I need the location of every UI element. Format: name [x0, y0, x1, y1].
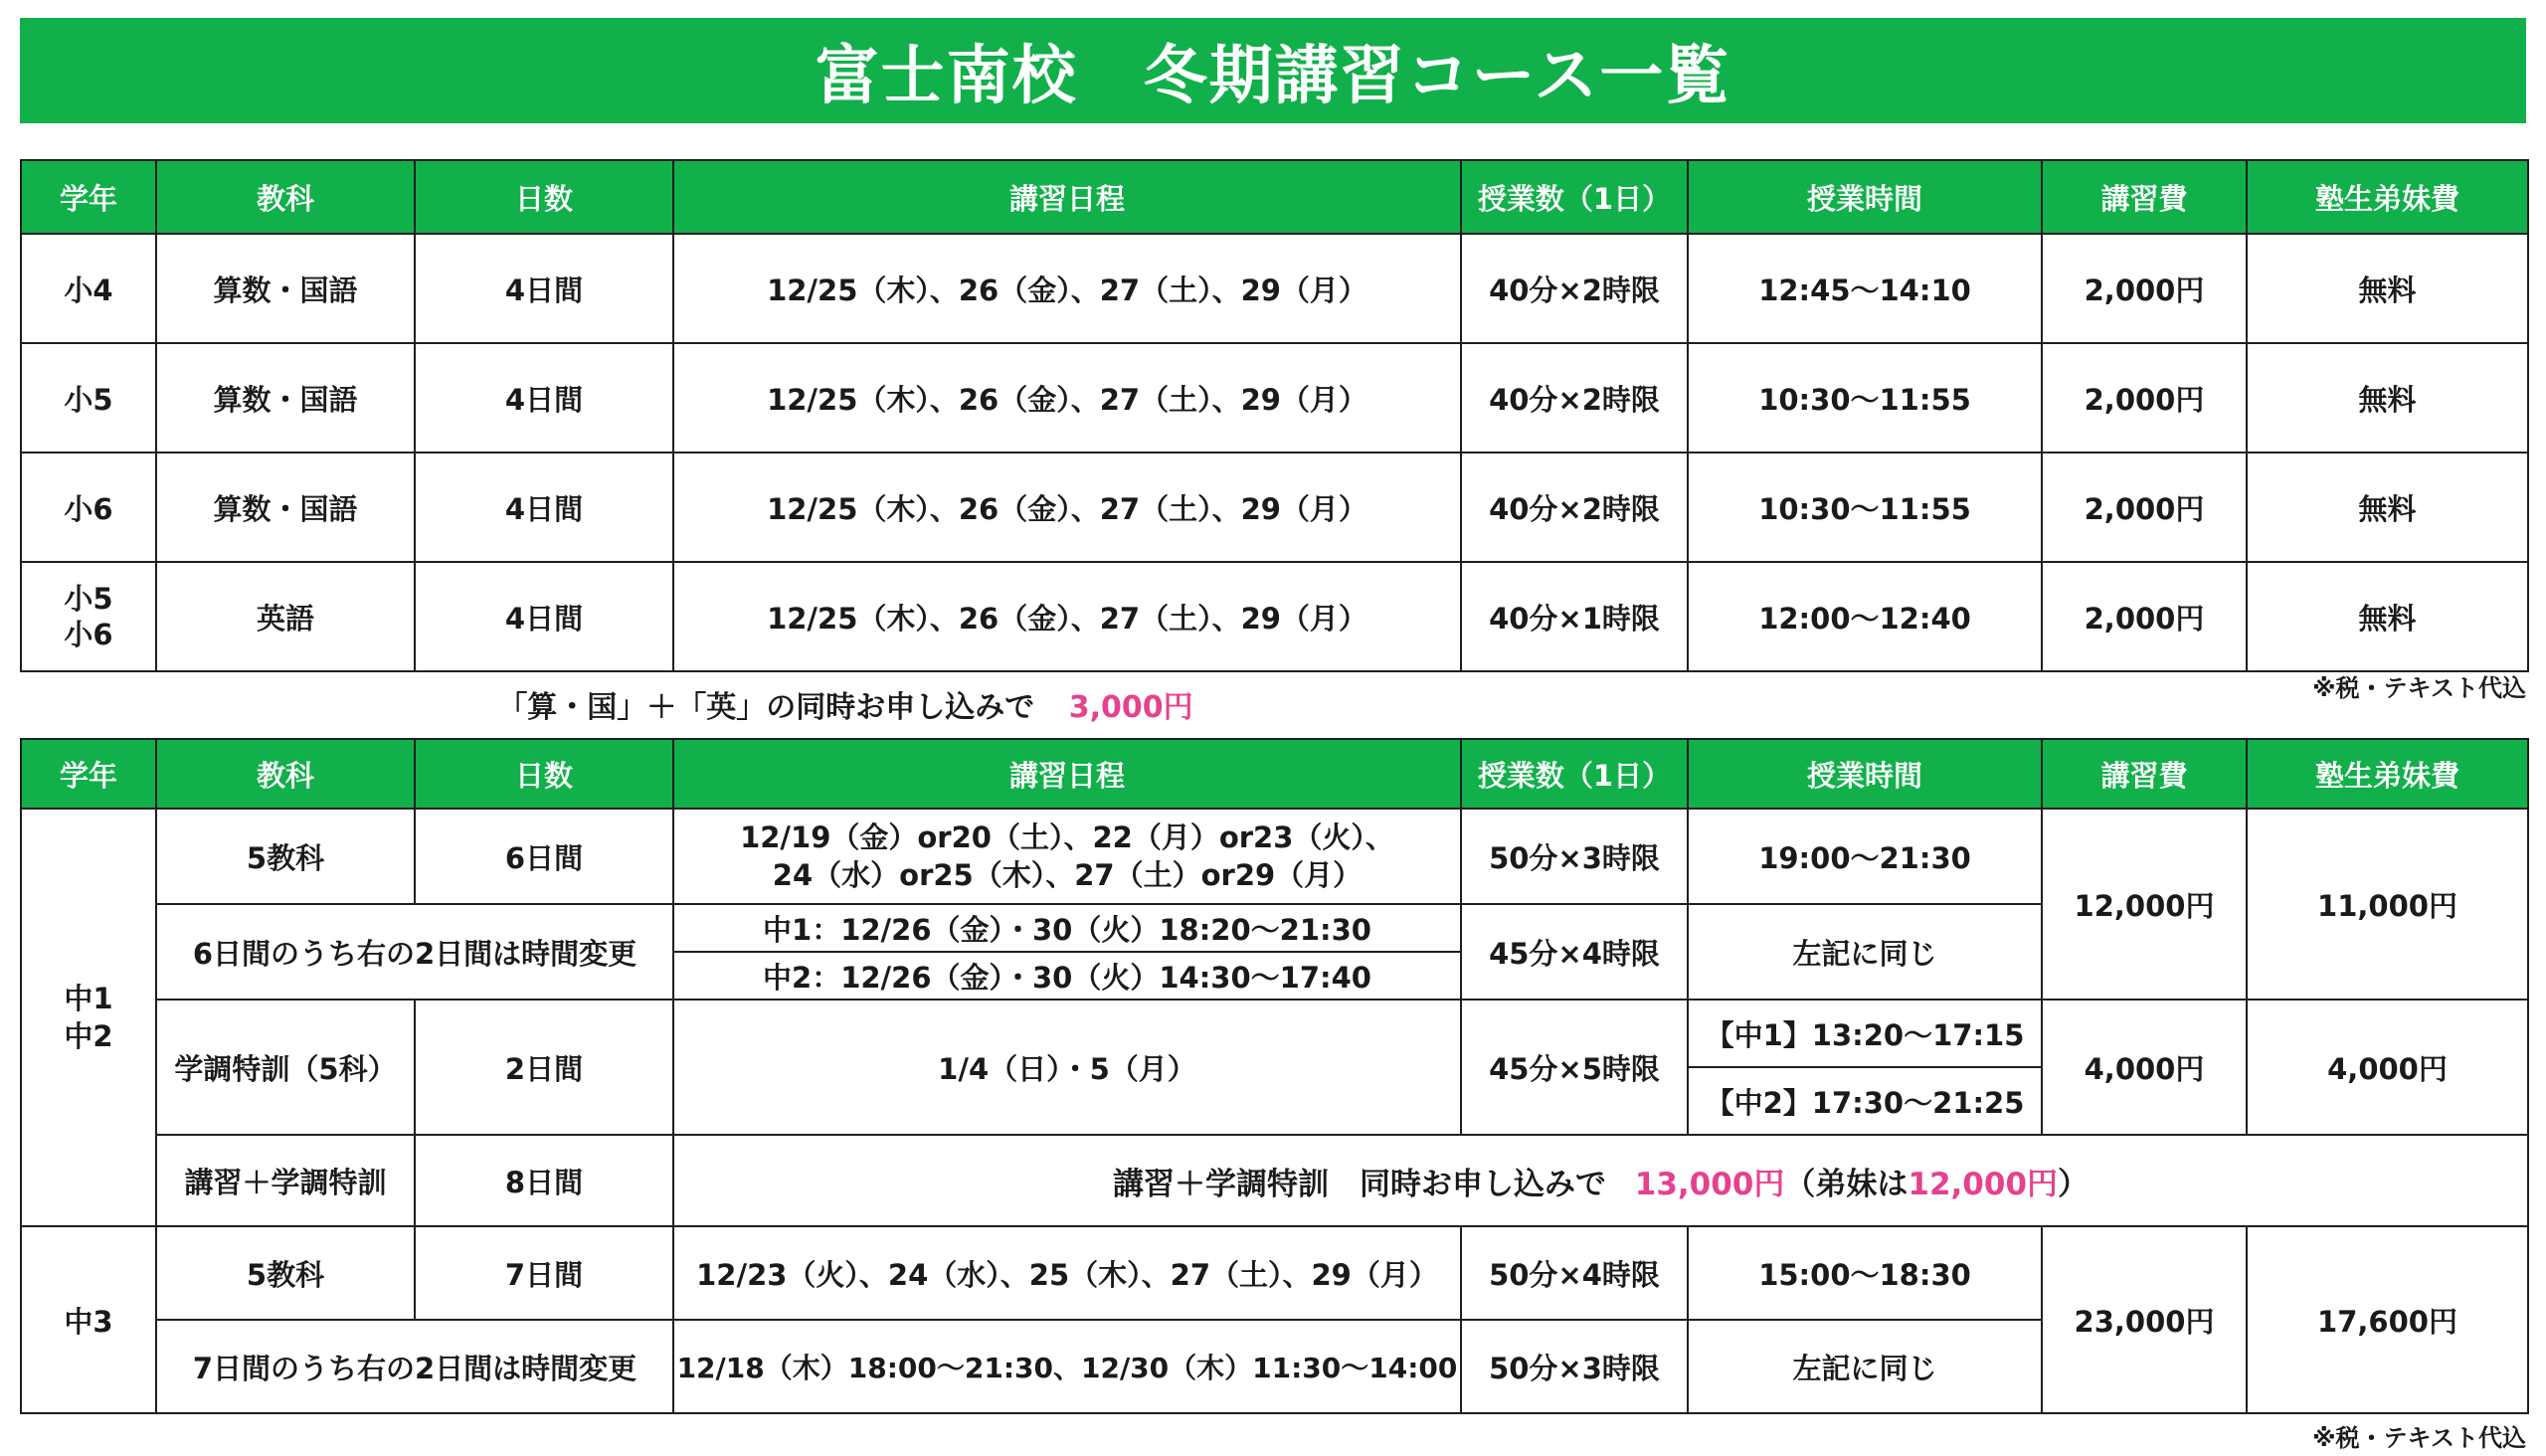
- schedule-cell: 12/25（木）、26（金）、27（土）、29（月）: [673, 453, 1461, 562]
- days-cell: 4日間: [415, 453, 673, 562]
- days-cell: 2日間: [415, 1000, 673, 1135]
- days-cell: 6日間: [415, 809, 673, 904]
- lessons-cell: 40分×2時限: [1461, 453, 1688, 562]
- lessons-cell: 50分×4時限: [1461, 1226, 1688, 1320]
- sibling-combo-price: 12,000円: [1908, 1166, 2059, 1202]
- days-cell: 4日間: [415, 343, 673, 453]
- subject-cell: 講習＋学調特訓: [156, 1135, 415, 1226]
- schedule-cell: 中2：12/26（金）・30（火）14:30～17:40: [673, 952, 1461, 1000]
- subject-cell: 英語: [156, 562, 415, 671]
- header-fee: 講習費: [2042, 739, 2247, 809]
- table-row: [21, 453, 2528, 562]
- lessons-cell: 40分×2時限: [1461, 343, 1688, 453]
- header-schedule: 講習日程: [673, 160, 1461, 234]
- table-header-row: [21, 739, 2528, 809]
- header-grade: 学年: [21, 739, 156, 809]
- sibling-fee-cell: 11,000円: [2247, 809, 2528, 1000]
- schedule-cell: 12/23（火）、24（水）、25（木）、27（土）、29（月）: [673, 1226, 1461, 1320]
- time-cell: 左記に同じ: [1688, 1320, 2042, 1413]
- time-cell: 19:00～21:30: [1688, 809, 2042, 904]
- tax-note: ※税・テキスト代込: [2312, 1424, 2526, 1452]
- schedule-line: 24（水）or25（木）、27（土）or29（月）: [772, 858, 1363, 892]
- lessons-cell: 50分×3時限: [1461, 809, 1688, 904]
- sibling-fee-cell: 4,000円: [2247, 1000, 2528, 1135]
- grade-line: 小6: [64, 618, 113, 651]
- grade-cell: [21, 809, 156, 1226]
- header-subject: 教科: [156, 160, 415, 234]
- time-change-label: 6日間のうち右の2日間は時間変更: [156, 904, 673, 1000]
- days-cell: 8日間: [415, 1135, 673, 1226]
- table-row: [21, 1226, 2528, 1320]
- grade-line: 中1: [64, 982, 113, 1015]
- header-lessons: 授業数（1日）: [1461, 160, 1688, 234]
- fee-cell: 2,000円: [2042, 453, 2247, 562]
- table-row: [21, 343, 2528, 453]
- table-row: [21, 234, 2528, 343]
- table-row: [21, 562, 2528, 671]
- time-change-label: 7日間のうち右の2日間は時間変更: [156, 1320, 673, 1413]
- time-cell: 【中1】13:20～17:15: [1688, 1000, 2042, 1067]
- paren-close: ）: [2058, 1166, 2090, 1202]
- lessons-cell: 40分×2時限: [1461, 234, 1688, 343]
- grade-cell: 中3: [21, 1226, 156, 1413]
- table-row: [21, 1135, 2528, 1226]
- lessons-cell: 40分×1時限: [1461, 562, 1688, 671]
- header-sibling-fee: 塾生弟妹費: [2247, 160, 2528, 234]
- header-days: 日数: [415, 160, 673, 234]
- schedule-cell: 12/25（木）、26（金）、27（土）、29（月）: [673, 343, 1461, 453]
- header-schedule: 講習日程: [673, 739, 1461, 809]
- time-cell: 10:30～11:55: [1688, 453, 2042, 562]
- header-sibling-fee: 塾生弟妹費: [2247, 739, 2528, 809]
- grade-cell: 小4: [21, 234, 156, 343]
- subject-cell: 算数・国語: [156, 343, 415, 453]
- schedule-cell: 12/25（木）、26（金）、27（土）、29（月）: [673, 234, 1461, 343]
- subject-cell: 5教科: [156, 1226, 415, 1320]
- elementary-course-table: [20, 159, 2529, 672]
- time-cell: 左記に同じ: [1688, 904, 2042, 1000]
- fee-cell: 2,000円: [2042, 234, 2247, 343]
- paren-open: （弟妹は: [1784, 1166, 1909, 1202]
- grade-cell: [21, 562, 156, 671]
- time-cell: 12:45～14:10: [1688, 234, 2042, 343]
- sibling-fee-cell: 17,600円: [2247, 1226, 2528, 1413]
- sibling-fee-cell: 無料: [2247, 453, 2528, 562]
- header-days: 日数: [415, 739, 673, 809]
- grade-line: 中2: [64, 1019, 113, 1053]
- lessons-cell: 45分×5時限: [1461, 1000, 1688, 1135]
- header-subject: 教科: [156, 739, 415, 809]
- grade-cell: 小5: [21, 343, 156, 453]
- junior-high-course-table: [20, 738, 2529, 1414]
- days-cell: 7日間: [415, 1226, 673, 1320]
- table-row: [21, 809, 2528, 904]
- fee-cell: 4,000円: [2042, 1000, 2247, 1135]
- schedule-line: 12/19（金）or20（土）、22（月）or23（火）、: [740, 820, 1394, 854]
- fee-cell: 23,000円: [2042, 1226, 2247, 1413]
- header-time: 授業時間: [1688, 739, 2042, 809]
- time-cell: 12:00～12:40: [1688, 562, 2042, 671]
- combo-offer-cell: [673, 1135, 2528, 1226]
- schedule-cell: 12/18（木）18:00～21:30、12/30（木）11:30～14:00: [673, 1320, 1461, 1413]
- combo-price: 3,000円: [1068, 690, 1193, 725]
- schedule-cell: 1/4（日）・5（月）: [673, 1000, 1461, 1135]
- subject-cell: 算数・国語: [156, 234, 415, 343]
- schedule-cell: 中1：12/26（金）・30（火）18:20～21:30: [673, 904, 1461, 952]
- days-cell: 4日間: [415, 234, 673, 343]
- combo-text: 「算・国」＋「英」の同時お申し込みで: [497, 690, 1035, 725]
- sibling-fee-cell: 無料: [2247, 562, 2528, 671]
- combo-offer: [0, 682, 1691, 726]
- grade-line: 小5: [64, 582, 113, 616]
- table-header-row: [21, 160, 2528, 234]
- subject-cell: 学調特訓（5科）: [156, 1000, 415, 1135]
- grade-cell: 小6: [21, 453, 156, 562]
- table-row: [21, 1000, 2528, 1067]
- subject-cell: 5教科: [156, 809, 415, 904]
- header-lessons: 授業数（1日）: [1461, 739, 1688, 809]
- page-title: 富士南校 冬期講習コース一覧: [20, 18, 2526, 123]
- fee-cell: 2,000円: [2042, 562, 2247, 671]
- header-time: 授業時間: [1688, 160, 2042, 234]
- schedule-cell: [673, 809, 1461, 904]
- sibling-fee-cell: 無料: [2247, 234, 2528, 343]
- sibling-fee-cell: 無料: [2247, 343, 2528, 453]
- fee-cell: 2,000円: [2042, 343, 2247, 453]
- subject-cell: 算数・国語: [156, 453, 415, 562]
- header-grade: 学年: [21, 160, 156, 234]
- lessons-cell: 50分×3時限: [1461, 1320, 1688, 1413]
- days-cell: 4日間: [415, 562, 673, 671]
- time-cell: 10:30～11:55: [1688, 343, 2042, 453]
- fee-cell: 12,000円: [2042, 809, 2247, 1000]
- combo-text: 講習＋学調特訓 同時お申し込みで: [1112, 1166, 1606, 1202]
- combo-price: 13,000円: [1634, 1166, 1785, 1202]
- schedule-cell: 12/25（木）、26（金）、27（土）、29（月）: [673, 562, 1461, 671]
- header-fee: 講習費: [2042, 160, 2247, 234]
- lessons-cell: 45分×4時限: [1461, 904, 1688, 1000]
- time-cell: 【中2】17:30～21:25: [1688, 1067, 2042, 1135]
- tax-note: ※税・テキスト代込: [2312, 674, 2526, 702]
- time-cell: 15:00～18:30: [1688, 1226, 2042, 1320]
